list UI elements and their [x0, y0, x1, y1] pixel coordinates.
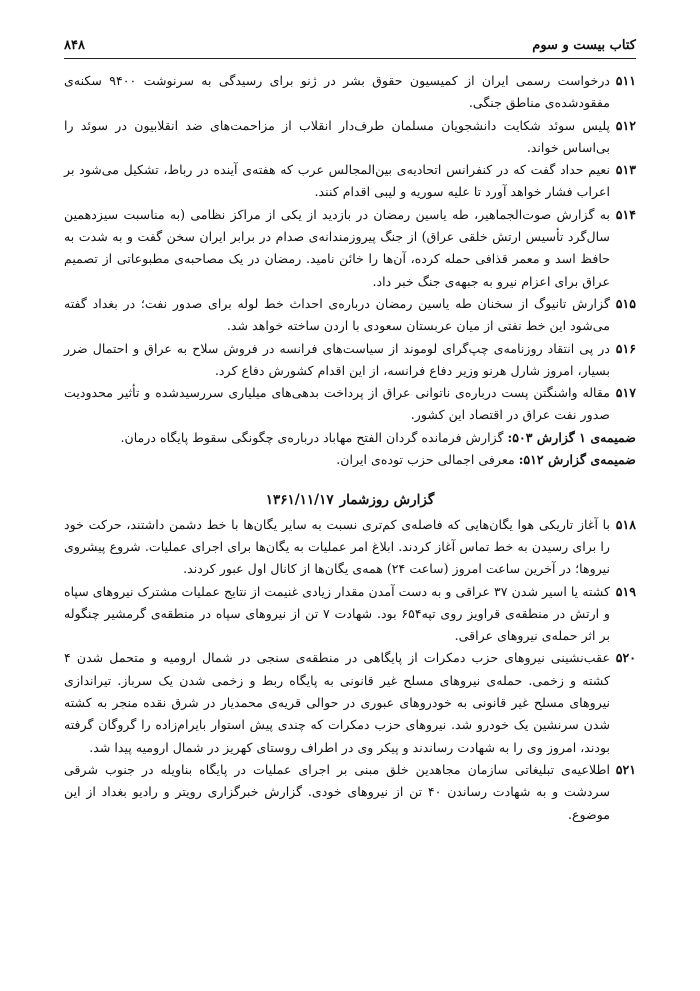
- report-item: [64, 581, 636, 648]
- annex-note: [64, 427, 636, 449]
- page-body: [64, 70, 636, 826]
- report-text: اطلاعیه‌ی تبلیغاتی سازمان مجاهدین خلق مبنی بر اجرای عملیات در پایگاه بناویله در جنوب شرقی سردشت و به شهادت رساندن ۴۰ تن از نیروهای خودی. گزارش خبرگزاری رویتر و رادیو بغداد از این موضوع.: [64, 761, 610, 822]
- page-header: [64, 34, 636, 56]
- report-item: [64, 382, 636, 427]
- report-number: ۵۲۰: [615, 650, 636, 666]
- report-number: ۵۱۱: [615, 73, 636, 88]
- report-item: [64, 70, 636, 115]
- annex-text: معرفی اجمالی حزب توده‌ی ایران.: [336, 452, 515, 468]
- header-rule: [64, 58, 636, 59]
- annex-text: گزارش فرمانده گردان الفتح مهاباد درباره‌ی چگونگی سقوط پایگاه درمان.: [120, 429, 504, 445]
- annex-label: ضمیمه‌ی ۱ گزارش ۵۰۳:: [507, 429, 636, 445]
- annex-note: [64, 449, 636, 471]
- report-number: ۵۱۲: [615, 117, 636, 133]
- report-item: [64, 293, 636, 338]
- report-number: ۵۱۷: [615, 385, 636, 401]
- report-item: [64, 338, 636, 383]
- report-item: [64, 115, 636, 160]
- report-number: ۵۱۸: [615, 516, 636, 532]
- report-number: ۵۱۳: [615, 162, 636, 178]
- report-text: در پی انتقاد روزنامه‌ی چپ‌گرای لوموند از سیاست‌های فرانسه در فروش سلاح به عراق و احتمال ضرر بسیار، امروز شارل هرنو وزیر دفاع فرانسه، از این اقدام کشورش دفاع کرد.: [64, 340, 610, 378]
- report-item: [64, 514, 636, 581]
- section-heading: [64, 489, 636, 511]
- report-text: به گزارش صوت‌الجماهیر، طه یاسین رمضان در بازدید از یکی از مراکز نظامی (به مناسبت سیزدهمین سال‌گرد تأسیس ارتش خلقی عراق) از جنگ پیروزمندانه‌ی صدام در برابر ایران سخن گفت و به شدت به حافظ اسد و معمر قذافی حمله کرده، آن‌ها را خائن نامید. رمضان در یک مصاحبه‌ی مطبوعاتی از تصمیم عراق برای اعزام نیرو به جبهه‌ی جنگ خبر داد.: [64, 206, 610, 289]
- section-date: ۱۳۶۱/۱۱/۱۷: [265, 492, 334, 509]
- report-number: ۵۲۱: [615, 761, 636, 777]
- book-title: کتاب بیست و سوم: [532, 37, 636, 53]
- report-text: پلیس سوئد شکایت دانشجویان مسلمان طرف‌دار انقلاب از مزاحمت‌های ضد انقلابیون در سوئد را بی‌اساس خواند.: [64, 117, 610, 155]
- report-item: [64, 647, 636, 758]
- report-item: [64, 204, 636, 293]
- report-text: نعیم حداد گفت که در کنفرانس اتحادیه‌ی بین‌المجالس عرب که هفته‌ی آینده در رباط، تشکیل می‌شود بر اعراب فشار خواهد آورد تا علیه سوریه و لیبی اقدام کنند.: [64, 162, 610, 200]
- report-number: ۵۱۶: [615, 340, 636, 356]
- report-number: ۵۱۵: [615, 295, 636, 311]
- report-text: درخواست رسمی ایران از کمیسیون حقوق بشر در ژنو برای رسیدگی به سرنوشت ۹۴۰۰ سکنه‌ی مفقودشده‌ی مناطق جنگی.: [64, 73, 611, 111]
- report-item: [64, 759, 636, 826]
- report-text: گزارش تانیوگ از سخنان طه یاسین رمضان درباره‌ی احداث خط لوله برای صدور نفت؛ در بغداد گفته می‌شود این خط نفتی از میان عربستان سعودی با اردن ساخته خواهد شد.: [64, 295, 610, 334]
- report-text: با آغاز تاریکی هوا یگان‌هایی که فاصله‌ی کم‌تری نسبت به سایر یگان‌ها با خط دشمن داشتند، حرکت خود را برای رسیدن به خط تماس آغاز کردند. ابلاغ امر عملیات به یگان‌ها برای اجرای عملیات. شروع پیشروی نیروها؛ در آخرین ساعت امروز (ساعت ۲۴) همه‌ی یگان‌ها از کانال اول عبور کردند.: [64, 516, 610, 577]
- report-number: ۵۱۹: [615, 583, 636, 599]
- report-text: عقب‌نشینی نیروهای حزب دمکرات از پایگاهی در منطقه‌ی سنجی در شمال ارومیه و متحمل شدن ۴ کشته و زخمی. حمله‌ی نیروهای مسلح غیر قانونی به پایگاه ربط و زخمی شدن یک سرباز. تیراندازی نیروهای مسلح غیر قانونی به خودروهای عبوری در حوالی قریه‌ی محمدیار در شرق نقده منجر به کشته شدن سرنشین یک خودرو شد. نیروهای حزب دمکرات که چندی پیش استوار بایرام‌زاده را گروگان گرفته بودند، امروز وی را به شهادت رساندند و پیکر وی در اطراف روستای کهریز در شمال ارومیه پیدا شد.: [64, 650, 610, 755]
- report-item: [64, 159, 636, 204]
- section-label: گزارش روزشمار: [339, 492, 435, 509]
- report-text: مقاله واشنگتن پست درباره‌ی ناتوانی عراق از پرداخت بدهی‌های میلیاری سررسیدشده و تأثیر محدودیت صدور نفت عراق در اقتصاد این کشور.: [64, 385, 610, 423]
- report-text: کشته یا اسیر شدن ۳۷ عراقی و به دست آمدن مقدار زیادی غنیمت از نتایج عملیات مشترک نیروهای سپاه و ارتش در منطقه‌ی قراویز روی تپه۶۵۴ بود. شهادت ۷ تن از نیروهای سپاه در منطقه‌ی گرمشیر چنگوله بر اثر حمله‌ی نیروهای عراقی.: [64, 583, 610, 644]
- page-number: ۸۴۸: [64, 37, 85, 53]
- annex-label: ضمیمه‌ی گزارش ۵۱۲:: [518, 452, 636, 468]
- report-number: ۵۱۴: [615, 206, 636, 222]
